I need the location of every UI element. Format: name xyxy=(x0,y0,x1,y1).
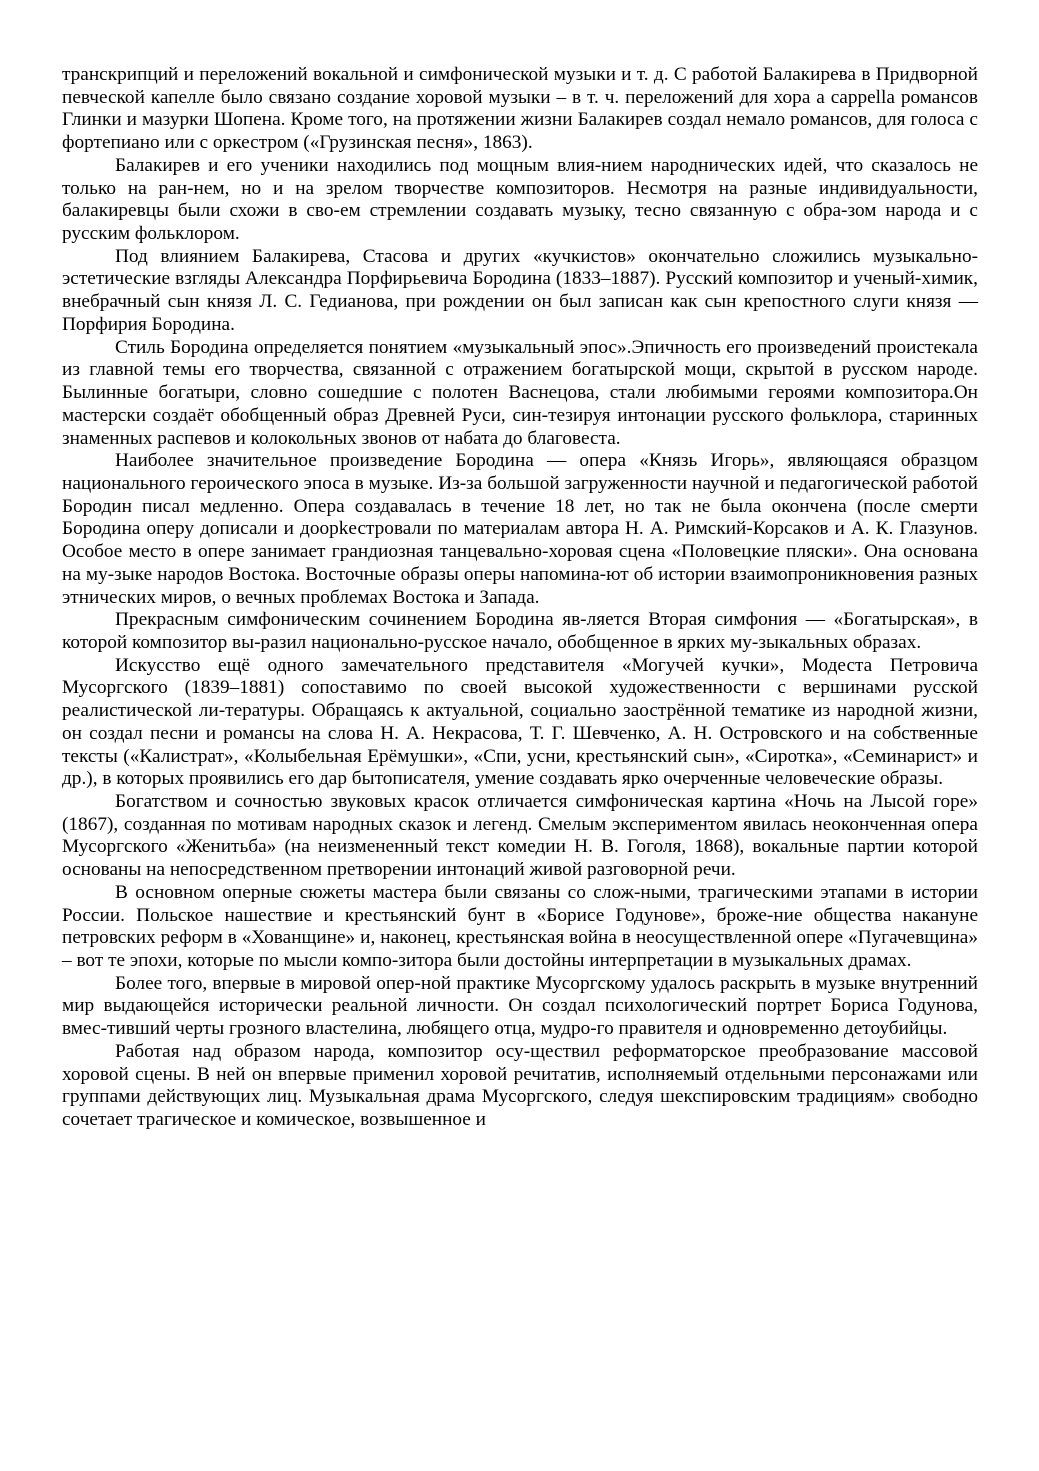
document-page xyxy=(62,64,978,1132)
paragraph-borodin-intro: Под влиянием Балакирева, Стасова и других «кучкистов» окончательно сложились музыкально-эстетические взгляды Александра Порфирьевича Бородина (1833–1887). Русский композитор и ученый-химик, внебрачный сын князя Л. С. Гедианова, при рождении он был записан как сын крепостного слуги князя — Порфирия Бородина. xyxy=(62,245,978,335)
paragraph-night-bald-mountain: Богатством и сочностью звуковых красок отличается симфоническая картина «Ночь на Лысой горе» (1867), созданная по мотивам народных сказок и легенд. Смелым экспериментом явилась неоконченная опера Мусоргского «Женитьба» (на неизмененный текст комедии Н. В. Гоголя, 1868), вокальные партии которой основаны на непосредственном претворении интонаций живой разговорной речи. xyxy=(62,791,978,881)
paragraph-opera-subjects: В основном оперные сюжеты мастера были связаны со слож-ными, трагическими этапами в истории России. Польское нашествие и крестьянский бунт в «Борисе Годунове», броже-ние общества накануне петровских реформ в «Хованщине» и, наконец, крестьянская война в неосуществленной опере «Пугачевщина» – вот те эпохи, которые по мысли компо-зитора были достойны интерпретации в музыкальных драмах. xyxy=(62,881,978,972)
paragraph-mussorgsky-intro: Искусство ещё одного замечательного представителя «Могучей кучки», Модеста Петровича Мусоргского (1839–1881) сопоставимо по своей высокой художественности с вершинами русской реалистической ли-тературы. Обращаясь к актуальной, социально заострённой тематике из народной жизни, он создал песни и романсы на слова Н. А. Некрасова, Т. Г. Шевченко, А. Н. Островского и на собственные тексты («Калистрат», «Колыбельная Ерёмушки», «Спи, усни, крестьянский сын», «Сиротка», «Семинарист» и др.), в которых проявились его дар бытописателя, умение создавать ярко очерченные человеческие образы. xyxy=(62,654,978,790)
paragraph-second-symphony: Прекрасным симфоническим сочинением Бородина яв-ляется Вторая симфония — «Богатырская», в которой композитор вы-разил национально-русское начало, обобщенное в ярких му-зыкальных образах. xyxy=(62,609,978,653)
paragraph-balakirev-transcriptions: транскрипций и переложений вокальной и симфонической музыки и т. д. С работой Балакирева в Придворной певческой капелле было связано создание хоровой музыки – в т. ч. переложений для хора a cappella романсов Глинки и мазурки Шопена. Кроме того, на протяжении жизни Балакирев создал немало романсов, для голоса с фортепиано или с оркестром («Грузинская песня», 1863). xyxy=(62,64,978,154)
paragraph-boris-godunov: Более того, впервые в мировой опер-ной практике Мусоргскому удалось раскрыть в музыке внутренний мир выдающейся исторически реальной личности. Он создал психологический портрет Бориса Годунова, вмес-тивший черты грозного властелина, любящего отца, мудро-го правителя и одновременно детоубийцы. xyxy=(62,972,978,1040)
paragraph-prince-igor: Наиболее значительное произведение Бородина — опера «Князь Игорь», являющаяся образцом национального героического эпоса в музыке. Из-за большой загруженности научной и педагогической работой Бородин писал медленно. Опера создавалась в течение 18 лет, но так не была окончена (после смерти Бородина оперу дописали и доорkестровали по материалам автора Н. А. Римский-Корсаков и А. К. Глазунов. Особое место в опере занимает грандиозная танцевально-хоровая сцена «Половецкие пляски». Она основана на му-зыке народов Востока. Восточные образы оперы напомина-ют об истории взаимопроникновения разных этнических миров, о вечных проблемах Востока и Запада. xyxy=(62,450,978,608)
paragraph-choral-reform: Работая над образом народа, композитор осу-ществил реформаторское преобразование массовой хоровой сцены. В ней он впервые применил хоровой речитатив, исполняемый отдельными персонажами или группами действующих лиц. Музыкальная драма Мусоргского, следуя шекспировским традициям» свободно сочетает трагическое и комическое, возвышенное и xyxy=(62,1040,978,1131)
paragraph-borodin-style: Стиль Бородина определяется понятием «музыкальный эпос».Эпичность его произведений проистекала из главной темы его творчества, связанной с отражением богатырской мощи, скрытой в русском народе. Былинные богатыри, словно сошедшие с полотен Васнецова, стали любимыми героями композитора.Он мастерски создаёт обобщенный образ Древней Руси, син-тезируя интонации русского фольклора, старинных знаменных распевов и колокольных звонов от набата до благовеста. xyxy=(62,336,978,449)
paragraph-narodnik-ideas: Балакирев и его ученики находились под мощным влия-нием народнических идей, что сказалось не только на ран-нем, но и на зрелом творчестве композиторов. Несмотря на разные индивидуальности, балакиревцы были схожи в сво-ем стремлении создавать музыку, тесно связанную с обра-зом народа и с русским фольклором. xyxy=(62,154,978,245)
